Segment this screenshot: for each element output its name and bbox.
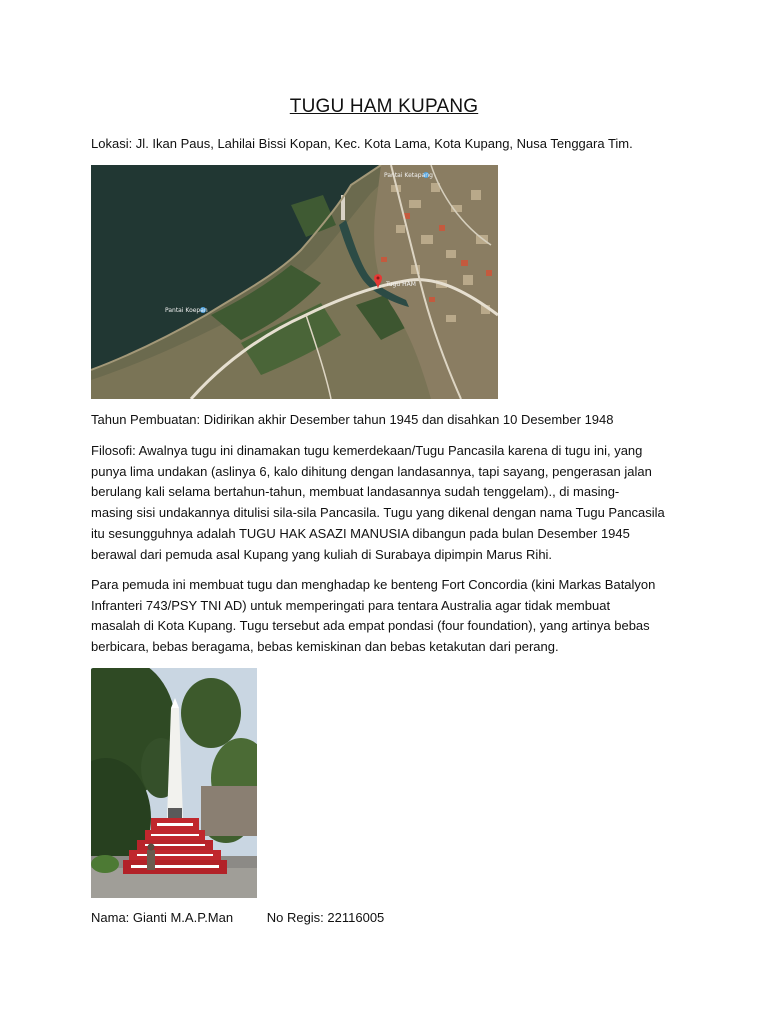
- philosophy-line: berulang kali selama bertahun-tahun, membuat landasannya sudah tenggelam)., di masing-: [91, 484, 620, 500]
- philosophy-line: punya lima undakan (aslinya 6, kalo dihitung dengan landasannya, tapi sayang, pengerasan jalan: [91, 463, 652, 479]
- map-label-pantai-ketapang: Pantai Ketapang: [384, 172, 433, 179]
- youth-line: Para pemuda ini membuat tugu dan menghadap ke benteng Fort Concordia (kini Markas Batalyon: [91, 577, 656, 592]
- youth-paragraph: [91, 575, 677, 658]
- registration-number: No Regis: 22116005: [266, 910, 385, 925]
- map-label-tugu-ham: Tugu HAM: [386, 281, 416, 288]
- philosophy-paragraph: [91, 441, 677, 565]
- map-label-pantai-koepan: Pantai Koepan: [165, 307, 208, 314]
- philosophy-line: berawal dari pemuda asal Kupang yang kuliah di Surabaya dipimpin Marus Rihi.: [91, 546, 553, 562]
- youth-line: Infranteri 743/PSY TNI AD) untuk memperingati para tentara Australia agar tidak membuat: [91, 597, 611, 613]
- youth-line: masalah di Kota Kupang. Tugu tersebut ada empat pondasi (four foundation), yang artinya bebas: [91, 618, 650, 634]
- document-title: TUGU HAM KUPANG: [289, 96, 479, 117]
- satellite-map-image: [91, 165, 498, 399]
- footer-info: [91, 910, 384, 925]
- location-line: Lokasi: Jl. Ikan Paus, Lahilai Bissi Kopan, Kec. Kota Lama, Kota Kupang, Nusa Tenggara Tim.: [91, 136, 633, 151]
- philosophy-line: Filosofi: Awalnya tugu ini dinamakan tugu kemerdekaan/Tugu Pancasila karena di tugu ini, yang: [91, 443, 643, 458]
- monument-photo: [91, 668, 257, 898]
- youth-line: berbicara, bebas beragama, bebas kemiskinan dan bebas ketakutan dari perang.: [91, 639, 559, 655]
- monument-graphic: [91, 668, 257, 898]
- philosophy-line: itu sesungguhnya adalah TUGU HAK ASAZI MANUSIA dibangun pada bulan Desember 1945: [91, 525, 630, 541]
- philosophy-line: masing sisi undakannya ditulisi sila-sila Pancasila. Tugu yang dikenal dengan nama Tugu Pancasila: [91, 505, 665, 521]
- year-line: Tahun Pembuatan: Didirikan akhir Desember tahun 1945 dan disahkan 10 Desember 1948: [91, 412, 614, 427]
- map-graphic: [91, 165, 498, 399]
- author-name: Nama: Gianti M.A.P.Man: [91, 910, 234, 925]
